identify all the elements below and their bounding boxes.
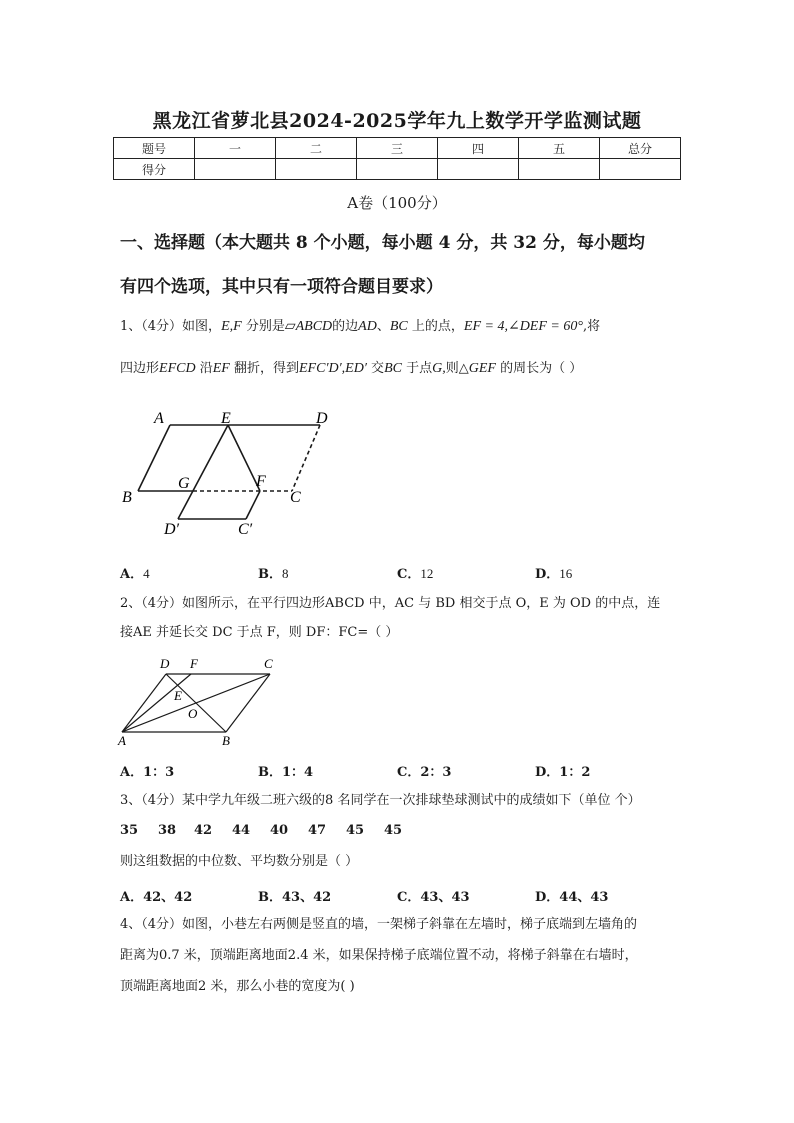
q1-math: BC bbox=[389, 319, 408, 334]
option-value: 8 bbox=[282, 566, 289, 581]
option-value: 1：3 bbox=[143, 765, 175, 780]
q3-data-value: 44 bbox=[232, 823, 251, 838]
q2-options bbox=[120, 761, 680, 779]
q1-math: EF bbox=[212, 361, 230, 376]
exam-title: 黑龙江省萝北县2024-2025学年九上数学开学监测试题 bbox=[152, 110, 642, 132]
option-label: C． bbox=[397, 890, 421, 905]
option-value: 1：2 bbox=[559, 765, 591, 780]
label-d: D bbox=[316, 410, 328, 427]
q3-data-value: 35 bbox=[120, 823, 139, 838]
option-value: 42、42 bbox=[143, 890, 193, 905]
score-cell bbox=[195, 159, 276, 180]
label-d: D bbox=[160, 656, 170, 671]
label-e: E bbox=[174, 688, 182, 703]
part1-heading-line2: 有四个选项，其中只有一项符合题目要求） bbox=[120, 277, 443, 297]
score-header-cell: 三 bbox=[357, 138, 438, 159]
q1-math: BC bbox=[384, 361, 402, 376]
q2-text: 接AE 并延长交 DC 于点 F，则 DF：FC=（ ） bbox=[120, 625, 399, 640]
q1-math: AD bbox=[358, 319, 377, 334]
q3-text: 则这组数据的中位数、平均数分别是（ ） bbox=[120, 854, 359, 869]
q2-text: 如图所示，在平行四边形ABCD 中，AC 与 BD 相交于点 O，E 为 OD 的中点，连 bbox=[182, 596, 661, 611]
q1-option-d[interactable] bbox=[535, 563, 572, 582]
q3-data-value: 47 bbox=[308, 823, 327, 838]
score-table-header-row bbox=[114, 138, 681, 159]
label-c-prime: C′ bbox=[238, 521, 253, 538]
label-f: F bbox=[256, 473, 266, 490]
segment-c-prime-f bbox=[246, 491, 260, 519]
q1-text: ,将 bbox=[582, 319, 601, 334]
score-header-cell: 题号 bbox=[114, 138, 195, 159]
q2-number: 2、（4分） bbox=[120, 596, 183, 611]
label-f: F bbox=[190, 656, 198, 671]
q4-number: 4、（4分） bbox=[120, 917, 183, 932]
q3-data-value: 38 bbox=[158, 823, 177, 838]
q1-math: EFC′D′,ED′ bbox=[299, 361, 367, 376]
label-a: A bbox=[118, 733, 126, 748]
q1-text: 四边形 bbox=[120, 361, 160, 376]
q1-option-c[interactable] bbox=[397, 563, 433, 582]
q4-line1 bbox=[120, 916, 676, 934]
q1-number: 1、（4分） bbox=[120, 319, 183, 334]
option-label: A． bbox=[120, 765, 144, 780]
q1-line1 bbox=[120, 318, 676, 336]
q3-number: 3、（4分） bbox=[120, 793, 183, 808]
option-label: B． bbox=[258, 567, 282, 582]
q4-text: 如图，小巷左右两侧是竖直的墙，一架梯子斜靠在左墙时，梯子底端到左墙角的 bbox=[182, 917, 638, 932]
section-a-title: A卷（100分） bbox=[347, 194, 447, 212]
q1-math: G, bbox=[432, 361, 446, 376]
label-d-prime: D′ bbox=[164, 521, 180, 538]
q1-text: 于点 bbox=[406, 361, 433, 376]
option-label: D． bbox=[535, 567, 560, 582]
q2-option-d[interactable] bbox=[535, 761, 590, 780]
q4-line2 bbox=[120, 947, 676, 965]
q2-option-c[interactable] bbox=[397, 761, 451, 780]
q1-text: 的周长为（ ） bbox=[500, 361, 583, 376]
q1-math: ▱ABCD bbox=[284, 319, 333, 334]
q3-option-b[interactable] bbox=[258, 886, 331, 905]
label-e: E bbox=[221, 410, 231, 427]
option-label: A． bbox=[120, 890, 144, 905]
score-header-cell: 二 bbox=[276, 138, 357, 159]
score-cell bbox=[600, 159, 681, 180]
q1-line2 bbox=[120, 360, 676, 378]
q1-options bbox=[120, 563, 680, 581]
option-value: 1：4 bbox=[282, 765, 314, 780]
option-value: 12 bbox=[420, 566, 434, 581]
q1-text: 如图， bbox=[182, 319, 222, 334]
option-label: D． bbox=[535, 765, 560, 780]
q1-text: 交 bbox=[371, 361, 385, 376]
q3-line2 bbox=[120, 853, 676, 871]
option-value: 43、42 bbox=[282, 890, 332, 905]
option-value: 16 bbox=[559, 566, 573, 581]
q4-line3 bbox=[120, 978, 676, 996]
q2-option-a[interactable] bbox=[120, 761, 174, 780]
option-value: 4 bbox=[143, 566, 150, 581]
q2-line1 bbox=[120, 595, 676, 613]
q3-data-value: 45 bbox=[346, 823, 365, 838]
score-cell bbox=[519, 159, 600, 180]
q3-data-row bbox=[120, 823, 420, 841]
q1-math: EF = 4,∠DEF = 60° bbox=[463, 319, 583, 334]
q3-data-value: 45 bbox=[384, 823, 403, 838]
option-value: 43、43 bbox=[420, 890, 470, 905]
option-label: B． bbox=[258, 765, 282, 780]
option-value: 44、43 bbox=[559, 890, 609, 905]
score-cell bbox=[276, 159, 357, 180]
score-header-cell: 一 bbox=[195, 138, 276, 159]
segment-bd bbox=[166, 674, 226, 732]
label-b: B bbox=[122, 489, 132, 506]
q3-text: 某中学九年级二班六级的8 名同学在一次排球垫球测试中的成绩如下（单位 个） bbox=[182, 793, 641, 808]
q1-math: EFCD bbox=[159, 361, 196, 376]
q3-option-a[interactable] bbox=[120, 886, 192, 905]
q1-text: 、 bbox=[376, 319, 390, 334]
q2-line2 bbox=[120, 624, 676, 642]
label-a: A bbox=[154, 410, 164, 427]
q3-options bbox=[120, 886, 680, 904]
q1-text: 翻折，得到 bbox=[233, 361, 299, 376]
q1-option-b[interactable] bbox=[258, 563, 289, 582]
option-label: C． bbox=[397, 567, 421, 582]
label-c: C bbox=[264, 656, 273, 671]
q2-option-b[interactable] bbox=[258, 761, 313, 780]
q1-text: 则△ bbox=[445, 361, 469, 376]
q3-line1 bbox=[120, 792, 676, 810]
label-b: B bbox=[222, 733, 230, 748]
score-table-score-row bbox=[114, 159, 681, 180]
q1-text: 分别是 bbox=[245, 319, 285, 334]
label-g: G bbox=[178, 475, 190, 492]
score-header-cell: 总分 bbox=[600, 138, 681, 159]
score-header-cell: 五 bbox=[519, 138, 600, 159]
option-value: 2：3 bbox=[420, 765, 452, 780]
q1-text: 沿 bbox=[199, 361, 213, 376]
option-label: B． bbox=[258, 890, 282, 905]
q4-text: 距离为0.7 米，顶端距离地面2.4 米，如果保持梯子底端位置不动，将梯子斜靠在右墙时， bbox=[120, 948, 638, 963]
score-cell bbox=[438, 159, 519, 180]
q2-figure bbox=[116, 652, 278, 748]
option-label: D． bbox=[535, 890, 560, 905]
option-label: A． bbox=[120, 567, 144, 582]
q3-data-value: 42 bbox=[194, 823, 213, 838]
part1-heading-line1: 一、选择题（本大题共 8 个小题，每小题 4 分，共 32 分，每小题均 bbox=[120, 233, 645, 253]
score-row-label: 得分 bbox=[114, 159, 195, 180]
score-header-cell: 四 bbox=[438, 138, 519, 159]
q1-text: 上的点， bbox=[411, 319, 464, 334]
q1-math: GEF bbox=[468, 361, 496, 376]
score-cell bbox=[357, 159, 438, 180]
q3-option-c[interactable] bbox=[397, 886, 470, 905]
score-table bbox=[113, 137, 681, 180]
segment-ed-prime bbox=[178, 425, 228, 519]
q4-text: 顶端距离地面2 米，那么小巷的宽度为( ) bbox=[120, 979, 355, 994]
segment-ab bbox=[138, 425, 170, 491]
q3-data-value: 40 bbox=[270, 823, 289, 838]
segment-af bbox=[122, 674, 191, 732]
q1-text: 的边 bbox=[332, 319, 359, 334]
label-c: C bbox=[290, 489, 301, 506]
segment-dc-dashed bbox=[292, 425, 320, 491]
q1-option-a[interactable] bbox=[120, 563, 150, 582]
label-o: O bbox=[188, 706, 198, 721]
q3-option-d[interactable] bbox=[535, 886, 608, 905]
q1-figure bbox=[118, 404, 348, 544]
q1-math: E,F bbox=[221, 319, 242, 334]
option-label: C． bbox=[397, 765, 421, 780]
